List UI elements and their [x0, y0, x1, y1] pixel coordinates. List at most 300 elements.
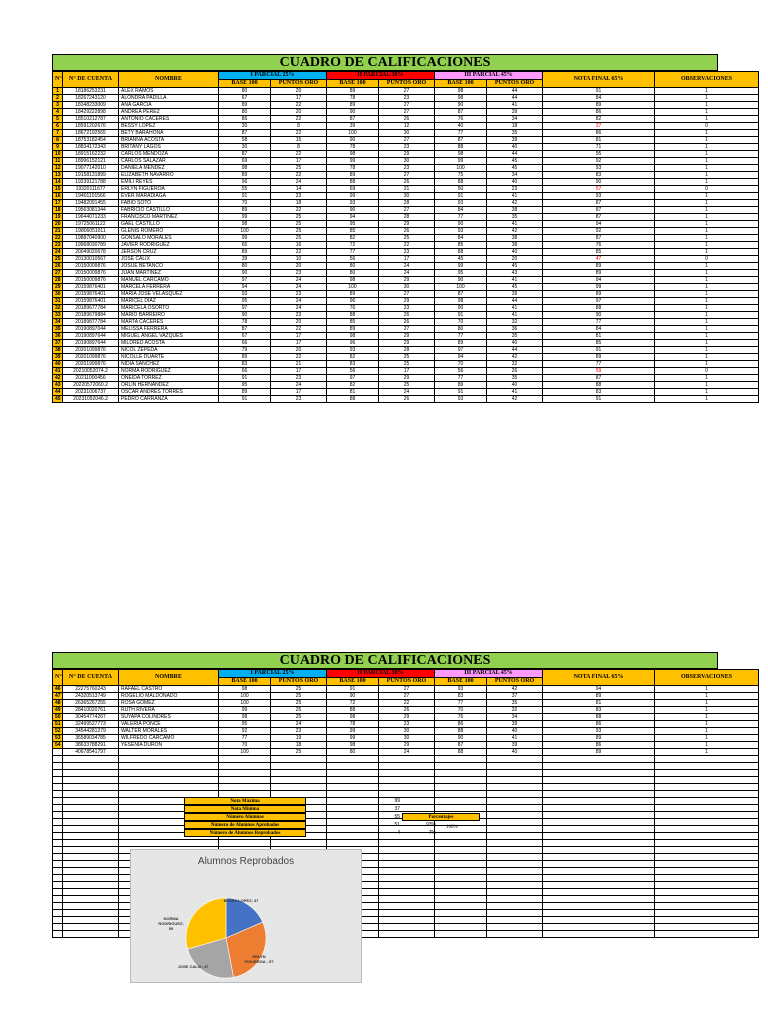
empty-cell	[53, 854, 63, 861]
p3-points: 44	[487, 151, 543, 158]
account-number: 20201999876	[63, 361, 119, 368]
empty-cell	[327, 770, 379, 777]
header-base: BASE 100	[327, 80, 379, 88]
empty-cell	[655, 840, 759, 847]
empty-cell	[487, 826, 543, 833]
observation: 1	[655, 137, 759, 144]
empty-cell	[53, 826, 63, 833]
p3-base: 70	[435, 707, 487, 714]
observation: 1	[655, 249, 759, 256]
empty-cell	[53, 861, 63, 868]
account-number: 34544281279	[63, 728, 119, 735]
row-index: 13	[53, 172, 63, 179]
student-name: JOSE CALIX	[119, 256, 219, 263]
empty-cell	[379, 931, 435, 938]
p1-base: 90	[219, 270, 271, 277]
student-name: NICOLLE DUARTE	[119, 354, 219, 361]
p1-points: 25	[271, 749, 327, 756]
student-name: ANTONIO CACERES	[119, 116, 219, 123]
table-row	[53, 214, 759, 221]
p1-base: 89	[219, 172, 271, 179]
p2-points: 24	[379, 263, 435, 270]
final-grade: 37	[543, 123, 655, 130]
empty-cell	[655, 875, 759, 882]
empty-row	[53, 777, 759, 784]
p3-points: 45	[487, 263, 543, 270]
p3-points: 40	[487, 249, 543, 256]
p3-points: 42	[487, 200, 543, 207]
student-name: ERLYN FIGUEROA	[119, 186, 219, 193]
empty-cell	[655, 763, 759, 770]
p1-points: 23	[271, 375, 327, 382]
p2-base: 98	[327, 742, 379, 749]
stat-value: 51	[394, 822, 400, 828]
p3-points: 32	[487, 319, 543, 326]
p1-base: 98	[219, 221, 271, 228]
empty-cell	[655, 889, 759, 896]
p2-base: 88	[327, 707, 379, 714]
empty-cell	[543, 833, 655, 840]
empty-cell	[63, 896, 119, 903]
student-name: MARCELA FERRERA	[119, 284, 219, 291]
p3-points: 34	[487, 172, 543, 179]
empty-cell	[435, 903, 487, 910]
empty-cell	[379, 756, 435, 763]
table-row	[53, 242, 759, 249]
table-row	[53, 109, 759, 116]
p2-points: 30	[379, 130, 435, 137]
p1-base: 94	[219, 284, 271, 291]
empty-cell	[543, 882, 655, 889]
table-row	[53, 249, 759, 256]
p3-base: 88	[435, 749, 487, 756]
p3-base: 98	[435, 298, 487, 305]
table-row	[53, 221, 759, 228]
p1-points: 8	[271, 123, 327, 130]
row-index: 32	[53, 305, 63, 312]
empty-cell	[487, 847, 543, 854]
p2-base: 81	[327, 389, 379, 396]
p1-base: 89	[219, 207, 271, 214]
account-number: 18996152121	[63, 158, 119, 165]
p1-points: 17	[271, 340, 327, 347]
p3-base: 90	[435, 735, 487, 742]
student-name: ANDREA PEREZ	[119, 109, 219, 116]
p1-points: 24	[271, 305, 327, 312]
observation: 1	[655, 312, 759, 319]
p2-base: 97	[327, 375, 379, 382]
table-row	[53, 298, 759, 305]
p2-base: 90	[327, 207, 379, 214]
student-name: CARLOS SALAZAR	[119, 158, 219, 165]
p3-points: 44	[487, 298, 543, 305]
p3-points: 38	[487, 235, 543, 242]
p3-base: 93	[435, 228, 487, 235]
p1-base: 55	[219, 186, 271, 193]
p3-base: 95	[435, 270, 487, 277]
empty-cell	[379, 854, 435, 861]
table-row	[53, 714, 759, 721]
account-number: 20211000456	[63, 375, 119, 382]
student-name: RAFAEL CASTRO	[119, 686, 219, 693]
table-row	[53, 319, 759, 326]
empty-cell	[543, 791, 655, 798]
failed-students-chart	[130, 849, 362, 983]
stat-value: 99	[394, 798, 400, 804]
empty-cell	[63, 854, 119, 861]
header-nota-final: NOTA FINAL 65%	[543, 670, 655, 686]
p2-base: 72	[327, 242, 379, 249]
p3-points: 40	[487, 340, 543, 347]
observation: 1	[655, 749, 759, 756]
empty-cell	[63, 826, 119, 833]
p3-points: 40	[487, 382, 543, 389]
p3-points: 45	[487, 284, 543, 291]
empty-cell	[53, 882, 63, 889]
row-index: 48	[53, 700, 63, 707]
empty-cell	[487, 889, 543, 896]
p2-points: 27	[379, 137, 435, 144]
final-grade: 84	[543, 95, 655, 102]
stat-label: Número de Alumnos Reprobados	[184, 829, 306, 837]
empty-cell	[219, 840, 271, 847]
empty-cell	[271, 777, 327, 784]
p1-points: 25	[271, 714, 327, 721]
p3-base: 97	[435, 347, 487, 354]
empty-cell	[487, 875, 543, 882]
empty-cell	[543, 875, 655, 882]
account-number: 20210052074.2	[63, 368, 119, 375]
p1-base: 89	[219, 102, 271, 109]
p3-base: 98	[435, 151, 487, 158]
observation: 1	[655, 714, 759, 721]
p2-base: 89	[327, 326, 379, 333]
student-name: EVER MARADIAGA	[119, 193, 219, 200]
empty-cell	[487, 798, 543, 805]
p3-base: 70	[435, 361, 487, 368]
p2-points: 27	[379, 207, 435, 214]
p2-base: 85	[327, 319, 379, 326]
table-row	[53, 749, 759, 756]
p2-base: 88	[327, 312, 379, 319]
empty-cell	[63, 756, 119, 763]
final-grade: 99	[543, 284, 655, 291]
observation: 1	[655, 193, 759, 200]
account-number: 20189679884	[63, 312, 119, 319]
p2-points: 17	[379, 368, 435, 375]
p1-points: 24	[271, 179, 327, 186]
account-number: 18834172343	[63, 144, 119, 151]
row-index: 36	[53, 333, 63, 340]
p1-base: 65	[219, 242, 271, 249]
observation: 0	[655, 256, 759, 263]
empty-row	[53, 763, 759, 770]
row-index: 19	[53, 214, 63, 221]
empty-cell	[327, 763, 379, 770]
student-name: GAEL CASTILLO	[119, 221, 219, 228]
p2-base: 78	[327, 165, 379, 172]
p1-points: 22	[271, 102, 327, 109]
empty-cell	[655, 924, 759, 931]
table-row	[53, 102, 759, 109]
p1-points: 22	[271, 151, 327, 158]
p3-points: 35	[487, 333, 543, 340]
empty-cell	[53, 770, 63, 777]
pie-label-3: NORMA RODRIGUEZ; 59	[158, 916, 184, 931]
final-grade: 89	[543, 749, 655, 756]
p2-base: 39	[327, 123, 379, 130]
empty-cell	[53, 903, 63, 910]
final-grade: 91	[543, 88, 655, 95]
p2-base: 69	[327, 186, 379, 193]
student-name: DANIELA MENDEZ	[119, 165, 219, 172]
final-grade: 71	[543, 144, 655, 151]
empty-cell	[543, 847, 655, 854]
observation: 1	[655, 116, 759, 123]
empty-cell	[655, 819, 759, 826]
empty-cell	[543, 777, 655, 784]
final-grade: 86	[543, 109, 655, 116]
empty-cell	[435, 910, 487, 917]
empty-cell	[655, 868, 759, 875]
empty-cell	[487, 812, 543, 819]
p1-base: 78	[219, 319, 271, 326]
p1-base: 98	[219, 165, 271, 172]
p2-points: 24	[379, 389, 435, 396]
table-row	[53, 284, 759, 291]
p2-base: 95	[327, 221, 379, 228]
student-name: NICOL ZEPEDA	[119, 347, 219, 354]
empty-cell	[63, 931, 119, 938]
empty-cell	[53, 889, 63, 896]
p1-base: 96	[219, 179, 271, 186]
row-index: 3	[53, 102, 63, 109]
table-row	[53, 693, 759, 700]
account-number: 18591202676	[63, 123, 119, 130]
table-row	[53, 130, 759, 137]
p2-points: 24	[379, 270, 435, 277]
p3-base: 90	[435, 221, 487, 228]
student-name: JUAN MARTINEZ	[119, 270, 219, 277]
p2-base: 76	[327, 305, 379, 312]
observation: 1	[655, 291, 759, 298]
p3-points: 38	[487, 242, 543, 249]
p3-points: 41	[487, 305, 543, 312]
table-row	[53, 207, 759, 214]
p3-base: 76	[435, 714, 487, 721]
header-base: BASE 100	[327, 678, 379, 686]
p3-points: 41	[487, 102, 543, 109]
p3-base: 76	[435, 116, 487, 123]
p3-base: 87	[435, 109, 487, 116]
row-index: 1	[53, 88, 63, 95]
table-row	[53, 305, 759, 312]
observation: 1	[655, 347, 759, 354]
p3-base: 84	[435, 207, 487, 214]
p3-base: 88	[435, 179, 487, 186]
p1-points: 24	[271, 298, 327, 305]
p1-points: 23	[271, 291, 327, 298]
final-grade: 77	[543, 319, 655, 326]
empty-cell	[327, 840, 379, 847]
empty-cell	[379, 770, 435, 777]
p2-base: 94	[327, 214, 379, 221]
p1-base: 99	[219, 214, 271, 221]
final-grade: 83	[543, 707, 655, 714]
table-row	[53, 389, 759, 396]
p3-points: 41	[487, 221, 543, 228]
p3-points: 38	[487, 207, 543, 214]
p1-points: 25	[271, 707, 327, 714]
student-name	[119, 749, 219, 756]
observation: 1	[655, 284, 759, 291]
p3-base: 91	[435, 312, 487, 319]
observation: 1	[655, 144, 759, 151]
header-nombre: NOMBRE	[119, 72, 219, 88]
empty-cell	[543, 770, 655, 777]
p1-points: 23	[271, 193, 327, 200]
p1-points: 20	[271, 88, 327, 95]
percent-header: Porcentajes	[402, 813, 480, 821]
empty-cell	[379, 840, 435, 847]
empty-cell	[487, 868, 543, 875]
p2-points: 30	[379, 284, 435, 291]
table-row	[53, 382, 759, 389]
table-row	[53, 95, 759, 102]
empty-cell	[543, 868, 655, 875]
p3-points: 41	[487, 277, 543, 284]
p1-points: 24	[271, 382, 327, 389]
table-row	[53, 728, 759, 735]
empty-cell	[63, 805, 119, 812]
p3-points: 32	[487, 707, 543, 714]
row-index: 9	[53, 144, 63, 151]
final-grade: 83	[543, 389, 655, 396]
p2-points: 28	[379, 347, 435, 354]
account-number: 24320513749	[63, 693, 119, 700]
empty-cell	[271, 840, 327, 847]
student-name: MARTA CACERES	[119, 319, 219, 326]
p1-base: 93	[219, 291, 271, 298]
empty-cell	[53, 763, 63, 770]
p2-points: 27	[379, 326, 435, 333]
header-no: N°	[53, 670, 63, 686]
p1-points: 24	[271, 284, 327, 291]
row-index: 52	[53, 728, 63, 735]
p1-base: 91	[219, 375, 271, 382]
p3-base: 91	[435, 193, 487, 200]
row-index: 26	[53, 263, 63, 270]
p2-points: 29	[379, 277, 435, 284]
p2-base: 78	[327, 721, 379, 728]
empty-cell	[655, 847, 759, 854]
p1-points: 22	[271, 116, 327, 123]
student-name: GLENIS ROMERO	[119, 228, 219, 235]
p2-points: 21	[379, 186, 435, 193]
row-index: 45	[53, 396, 63, 403]
p1-base: 89	[219, 389, 271, 396]
p3-base: 93	[435, 686, 487, 693]
account-number: 20190897044	[63, 326, 119, 333]
student-name: RUTH RIVERA	[119, 707, 219, 714]
header-nota-final: NOTA FINAL 65%	[543, 72, 655, 88]
account-number: 19644071233	[63, 214, 119, 221]
p2-points: 26	[379, 707, 435, 714]
student-name: PEDRO CARRANZA	[119, 396, 219, 403]
p2-base: 56	[327, 368, 379, 375]
final-grade: 89	[543, 354, 655, 361]
empty-cell	[487, 784, 543, 791]
p1-points: 21	[271, 361, 327, 368]
p3-base: 77	[435, 375, 487, 382]
empty-cell	[655, 805, 759, 812]
p1-points: 24	[271, 721, 327, 728]
p1-points: 18	[271, 742, 327, 749]
p3-points: 37	[487, 693, 543, 700]
empty-cell	[63, 770, 119, 777]
p3-points: 39	[487, 721, 543, 728]
account-number: 20190897644	[63, 333, 119, 340]
empty-cell	[63, 777, 119, 784]
empty-cell	[435, 896, 487, 903]
p2-points: 29	[379, 151, 435, 158]
observation: 1	[655, 735, 759, 742]
p3-points: 44	[487, 347, 543, 354]
empty-cell	[543, 854, 655, 861]
table-row	[53, 742, 759, 749]
row-index: 46	[53, 686, 63, 693]
final-grade: 94	[543, 277, 655, 284]
p1-points: 22	[271, 249, 327, 256]
table-row	[53, 158, 759, 165]
empty-cell	[219, 784, 271, 791]
p3-points: 39	[487, 137, 543, 144]
table-row	[53, 179, 759, 186]
empty-cell	[435, 840, 487, 847]
p1-points: 8	[271, 144, 327, 151]
row-index: 10	[53, 151, 63, 158]
p3-base: 75	[435, 172, 487, 179]
final-grade: 91	[543, 347, 655, 354]
empty-cell	[63, 819, 119, 826]
header-base: BASE 100	[219, 80, 271, 88]
empty-cell	[53, 868, 63, 875]
empty-row	[53, 784, 759, 791]
final-grade: 93	[543, 165, 655, 172]
p1-points: 22	[271, 172, 327, 179]
p3-base: 88	[435, 728, 487, 735]
empty-cell	[63, 924, 119, 931]
final-grade: 92	[543, 228, 655, 235]
observation: 1	[655, 693, 759, 700]
empty-cell	[435, 798, 487, 805]
header-observaciones: OBSERVACIONES	[655, 670, 759, 686]
p2-points: 30	[379, 158, 435, 165]
empty-row	[53, 756, 759, 763]
p2-points: 30	[379, 193, 435, 200]
student-name: ANA GARCIA	[119, 102, 219, 109]
table-row	[53, 375, 759, 382]
p2-points: 17	[379, 256, 435, 263]
observation: 1	[655, 235, 759, 242]
p3-base: 93	[435, 396, 487, 403]
p2-points: 26	[379, 179, 435, 186]
student-name: WILFREDO CARCAMO	[119, 735, 219, 742]
empty-cell	[53, 784, 63, 791]
p3-base: 90	[435, 102, 487, 109]
table-row	[53, 347, 759, 354]
p2-points: 27	[379, 88, 435, 95]
